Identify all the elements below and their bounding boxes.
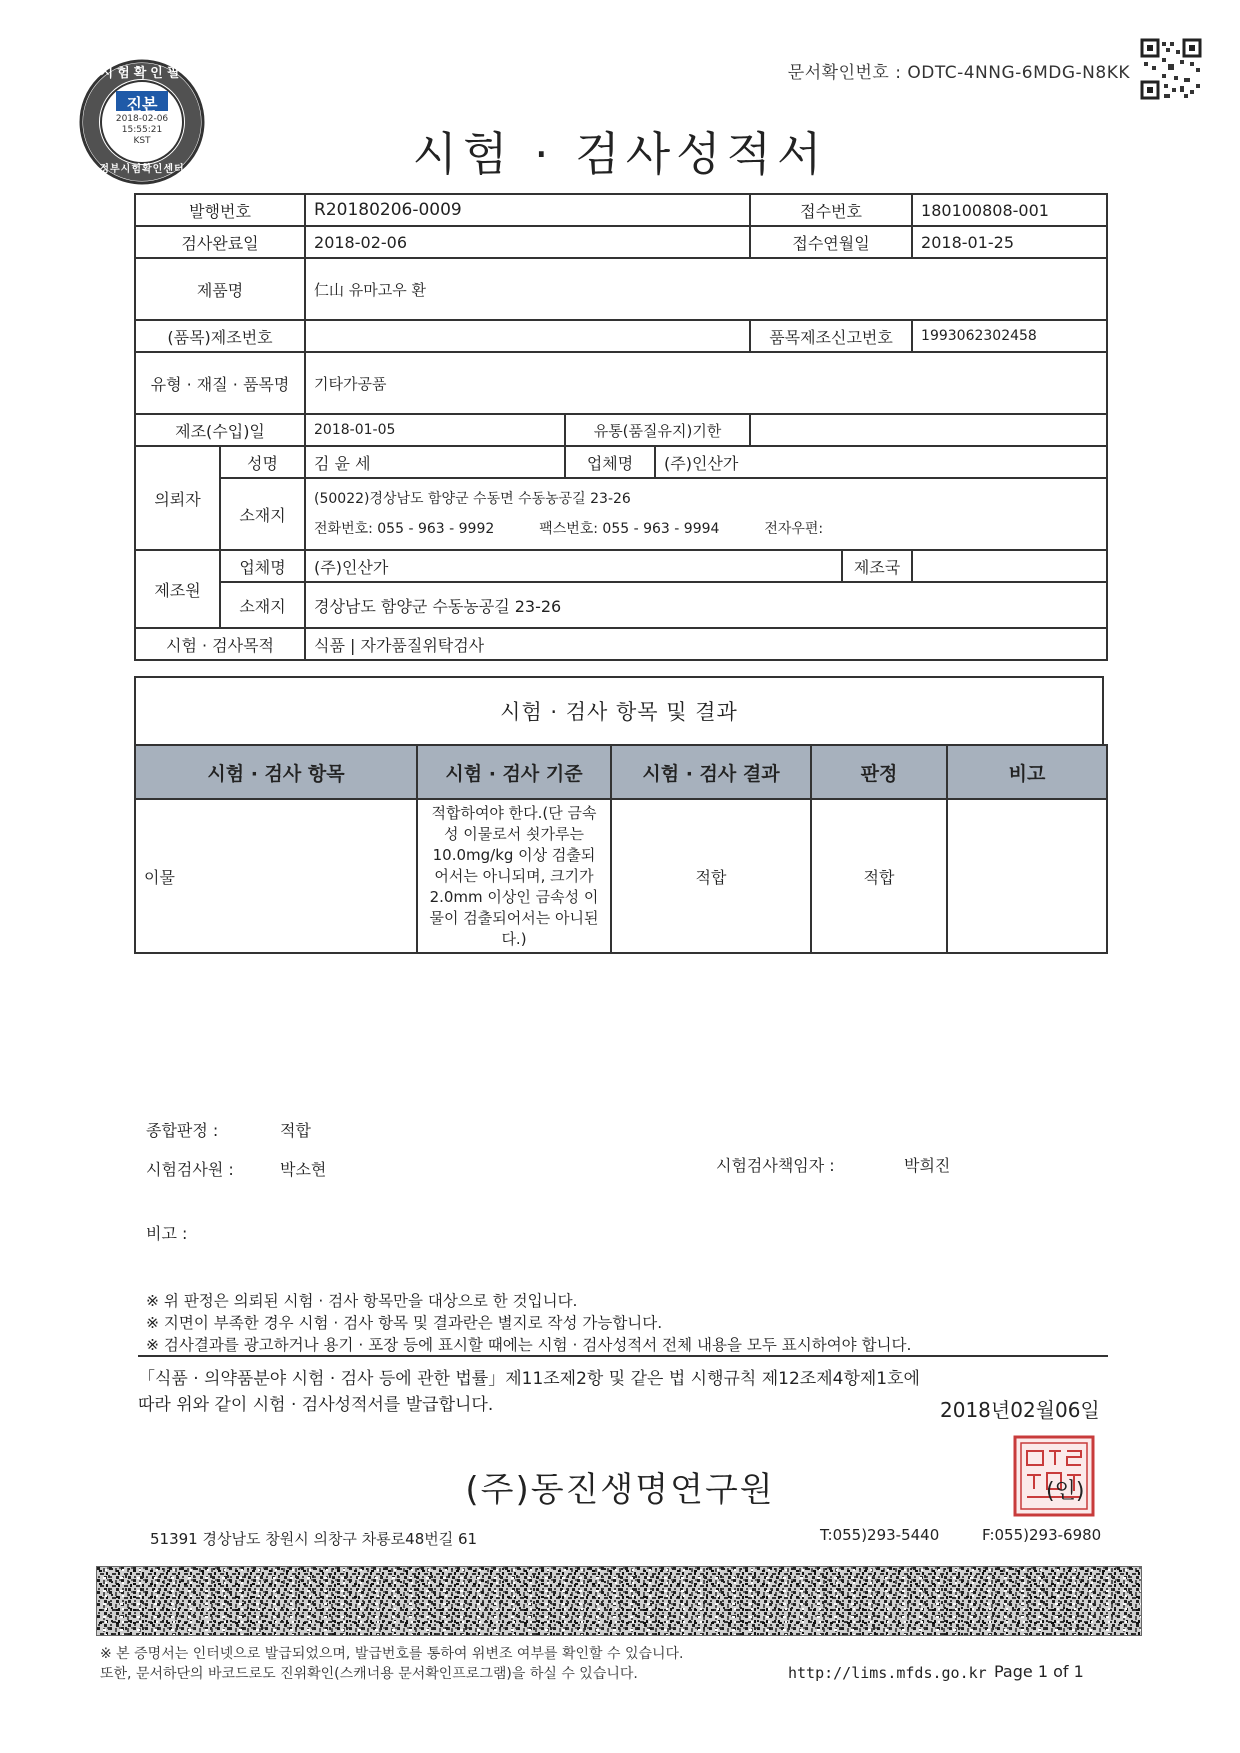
requester-email: 전자우편: <box>764 521 824 537</box>
manager-label: 시험검사책임자 : <box>716 1156 835 1175</box>
type-label: 유형 · 재질 · 품목명 <box>135 352 305 414</box>
tester-label: 시험검사원 : <box>146 1160 234 1179</box>
complete-date: 2018-02-06 <box>305 226 750 258</box>
maker-company: (주)인산가 <box>305 550 842 582</box>
results-header-row <box>135 745 1107 799</box>
col-remark: 비고 <box>947 745 1107 799</box>
qr-code-icon <box>1140 38 1202 100</box>
expiry-value <box>750 414 1107 446</box>
requester-label: 의뢰자 <box>135 446 220 550</box>
maker-location-label: 소재지 <box>220 582 305 628</box>
product-name-label: 제품명 <box>135 258 305 320</box>
page-number: Page 1 of 1 <box>994 1662 1084 1681</box>
issue-date: 2018년02월06일 <box>940 1398 1100 1422</box>
receipt-no: 180100808-001 <box>912 194 1107 226</box>
seal-top-text: 시험확인필 <box>100 66 184 81</box>
row-judgement: 적합 <box>811 799 947 953</box>
purpose-label: 시험 · 검사목적 <box>135 628 305 660</box>
requester-name: 김 윤 세 <box>305 446 565 478</box>
issuer-address: 51391 경상남도 창원시 의창구 차룡로48번길 61 <box>150 1530 478 1548</box>
purpose-value: 식품 | 자가품질위탁검사 <box>305 628 1107 660</box>
requester-address: (50022)경상남도 함양군 수동면 수동농공길 23-26 <box>314 491 631 507</box>
note-2: ※ 지면이 부족한 경우 시험 · 검사 항목 및 결과란은 별지로 작성 가능합니다. <box>146 1314 663 1332</box>
requester-phone: 전화번호: 055 - 963 - 9992 <box>314 521 495 537</box>
verification-url[interactable]: http://lims.mfds.go.kr <box>788 1664 987 1682</box>
remark-label: 비고 : <box>146 1224 188 1243</box>
footer-line-1: ※ 본 증명서는 인터넷으로 발급되었으며, 발급번호를 통하여 위변조 여부를 확인할 수 있습니다. <box>100 1646 684 1662</box>
row-item: 이물 <box>135 799 417 953</box>
row-remark <box>947 799 1107 953</box>
requester-fax: 팩스번호: 055 - 963 - 9994 <box>539 521 720 537</box>
seal-time: 15:55:21 <box>121 125 163 135</box>
seal-timezone: KST <box>133 136 151 146</box>
document-title: 시험 · 검사성적서 <box>412 127 828 181</box>
col-test-result: 시험 · 검사 결과 <box>611 745 811 799</box>
issue-no-label: 발행번호 <box>135 194 305 226</box>
receipt-date: 2018-01-25 <box>912 226 1107 258</box>
law-line-2: 따라 위와 같이 시험 · 검사성적서를 발급합니다. <box>138 1395 494 1415</box>
issuer-company: (주)동진생명연구원 <box>465 1470 775 1510</box>
col-test-standard: 시험 · 검사 기준 <box>417 745 611 799</box>
col-test-item: 시험 · 검사 항목 <box>135 745 417 799</box>
overall-value: 적합 <box>280 1121 311 1140</box>
requester-contact <box>314 514 1098 544</box>
overall-label: 종합판정 : <box>146 1121 219 1140</box>
manager-name: 박희진 <box>904 1156 951 1175</box>
receipt-no-label: 접수번호 <box>750 194 912 226</box>
results-table <box>134 744 1108 954</box>
report-no-label: 품목제조신고번호 <box>750 320 912 352</box>
report-no: 1993062302458 <box>912 320 1107 352</box>
law-line-1: 「식품 · 의약품분야 시험 · 검사 등에 관한 법률」제11조제2항 및 같은 법 시행규칙 제12조제4항제1호에 <box>138 1369 920 1389</box>
row-result: 적합 <box>611 799 811 953</box>
issuer-tel: T:055)293-5440 <box>820 1526 940 1544</box>
row-standard: 적합하여야 한다.(단 금속성 이물로서 쇳가루는 10.0mg/kg 이상 검출되어서는 아니되며, 크기가 2.0mm 이상인 금속성 이물이 검출되어서는 아니된다.) <box>417 799 611 953</box>
mfg-date: 2018-01-05 <box>305 414 565 446</box>
seal-center-text: 진본 <box>126 95 158 114</box>
expiry-label: 유통(품질유지)기한 <box>565 414 750 446</box>
divider <box>138 1355 1108 1357</box>
requester-location-label: 소재지 <box>220 478 305 550</box>
issue-no: R20180206-0009 <box>305 194 750 226</box>
maker-address: 경상남도 함양군 수동농공길 23-26 <box>305 582 1107 628</box>
tester-name: 박소현 <box>280 1160 327 1179</box>
country-value <box>912 550 1107 582</box>
info-table <box>134 193 1108 661</box>
document-confirm-number: 문서확인번호 : ODTC-4NNG-6MDG-N8KK <box>787 63 1130 83</box>
maker-company-label: 업체명 <box>220 550 305 582</box>
stamp-mark: (인) <box>1046 1479 1085 1504</box>
footer-line-2: 또한, 문서하단의 바코드로도 진위확인(스캐너용 문서확인프로그램)을 하실 수 있습니다. <box>100 1666 638 1682</box>
results-heading: 시험 · 검사 항목 및 결과 <box>134 676 1104 744</box>
product-name: 仁山 유마고우 환 <box>305 258 1107 320</box>
seal-bottom-text: 정부시험확인센터 <box>99 164 185 175</box>
note-3: ※ 검사결과를 광고하거나 용기 · 포장 등에 표시할 때에는 시험 · 검사성적서 전체 내용을 모두 표시하여야 합니다. <box>146 1336 912 1354</box>
table-row <box>135 799 1107 953</box>
issuer-fax: F:055)293-6980 <box>982 1526 1102 1544</box>
country-label: 제조국 <box>842 550 912 582</box>
note-1: ※ 위 판정은 의뢰된 시험 · 검사 항목만을 대상으로 한 것입니다. <box>146 1292 578 1310</box>
maker-label: 제조원 <box>135 550 220 628</box>
document-barcode-icon <box>96 1566 1142 1636</box>
seal-date: 2018-02-06 <box>115 114 169 124</box>
receipt-date-label: 접수연월일 <box>750 226 912 258</box>
requester-company-label: 업체명 <box>565 446 655 478</box>
complete-date-label: 검사완료일 <box>135 226 305 258</box>
requester-address-block <box>305 478 1107 550</box>
mfg-no-label: (품목)제조번호 <box>135 320 305 352</box>
requester-company: (주)인산가 <box>655 446 1107 478</box>
requester-name-label: 성명 <box>220 446 305 478</box>
col-judgement: 판정 <box>811 745 947 799</box>
mfg-date-label: 제조(수입)일 <box>135 414 305 446</box>
mfg-no <box>305 320 750 352</box>
type-value: 기타가공품 <box>305 352 1107 414</box>
